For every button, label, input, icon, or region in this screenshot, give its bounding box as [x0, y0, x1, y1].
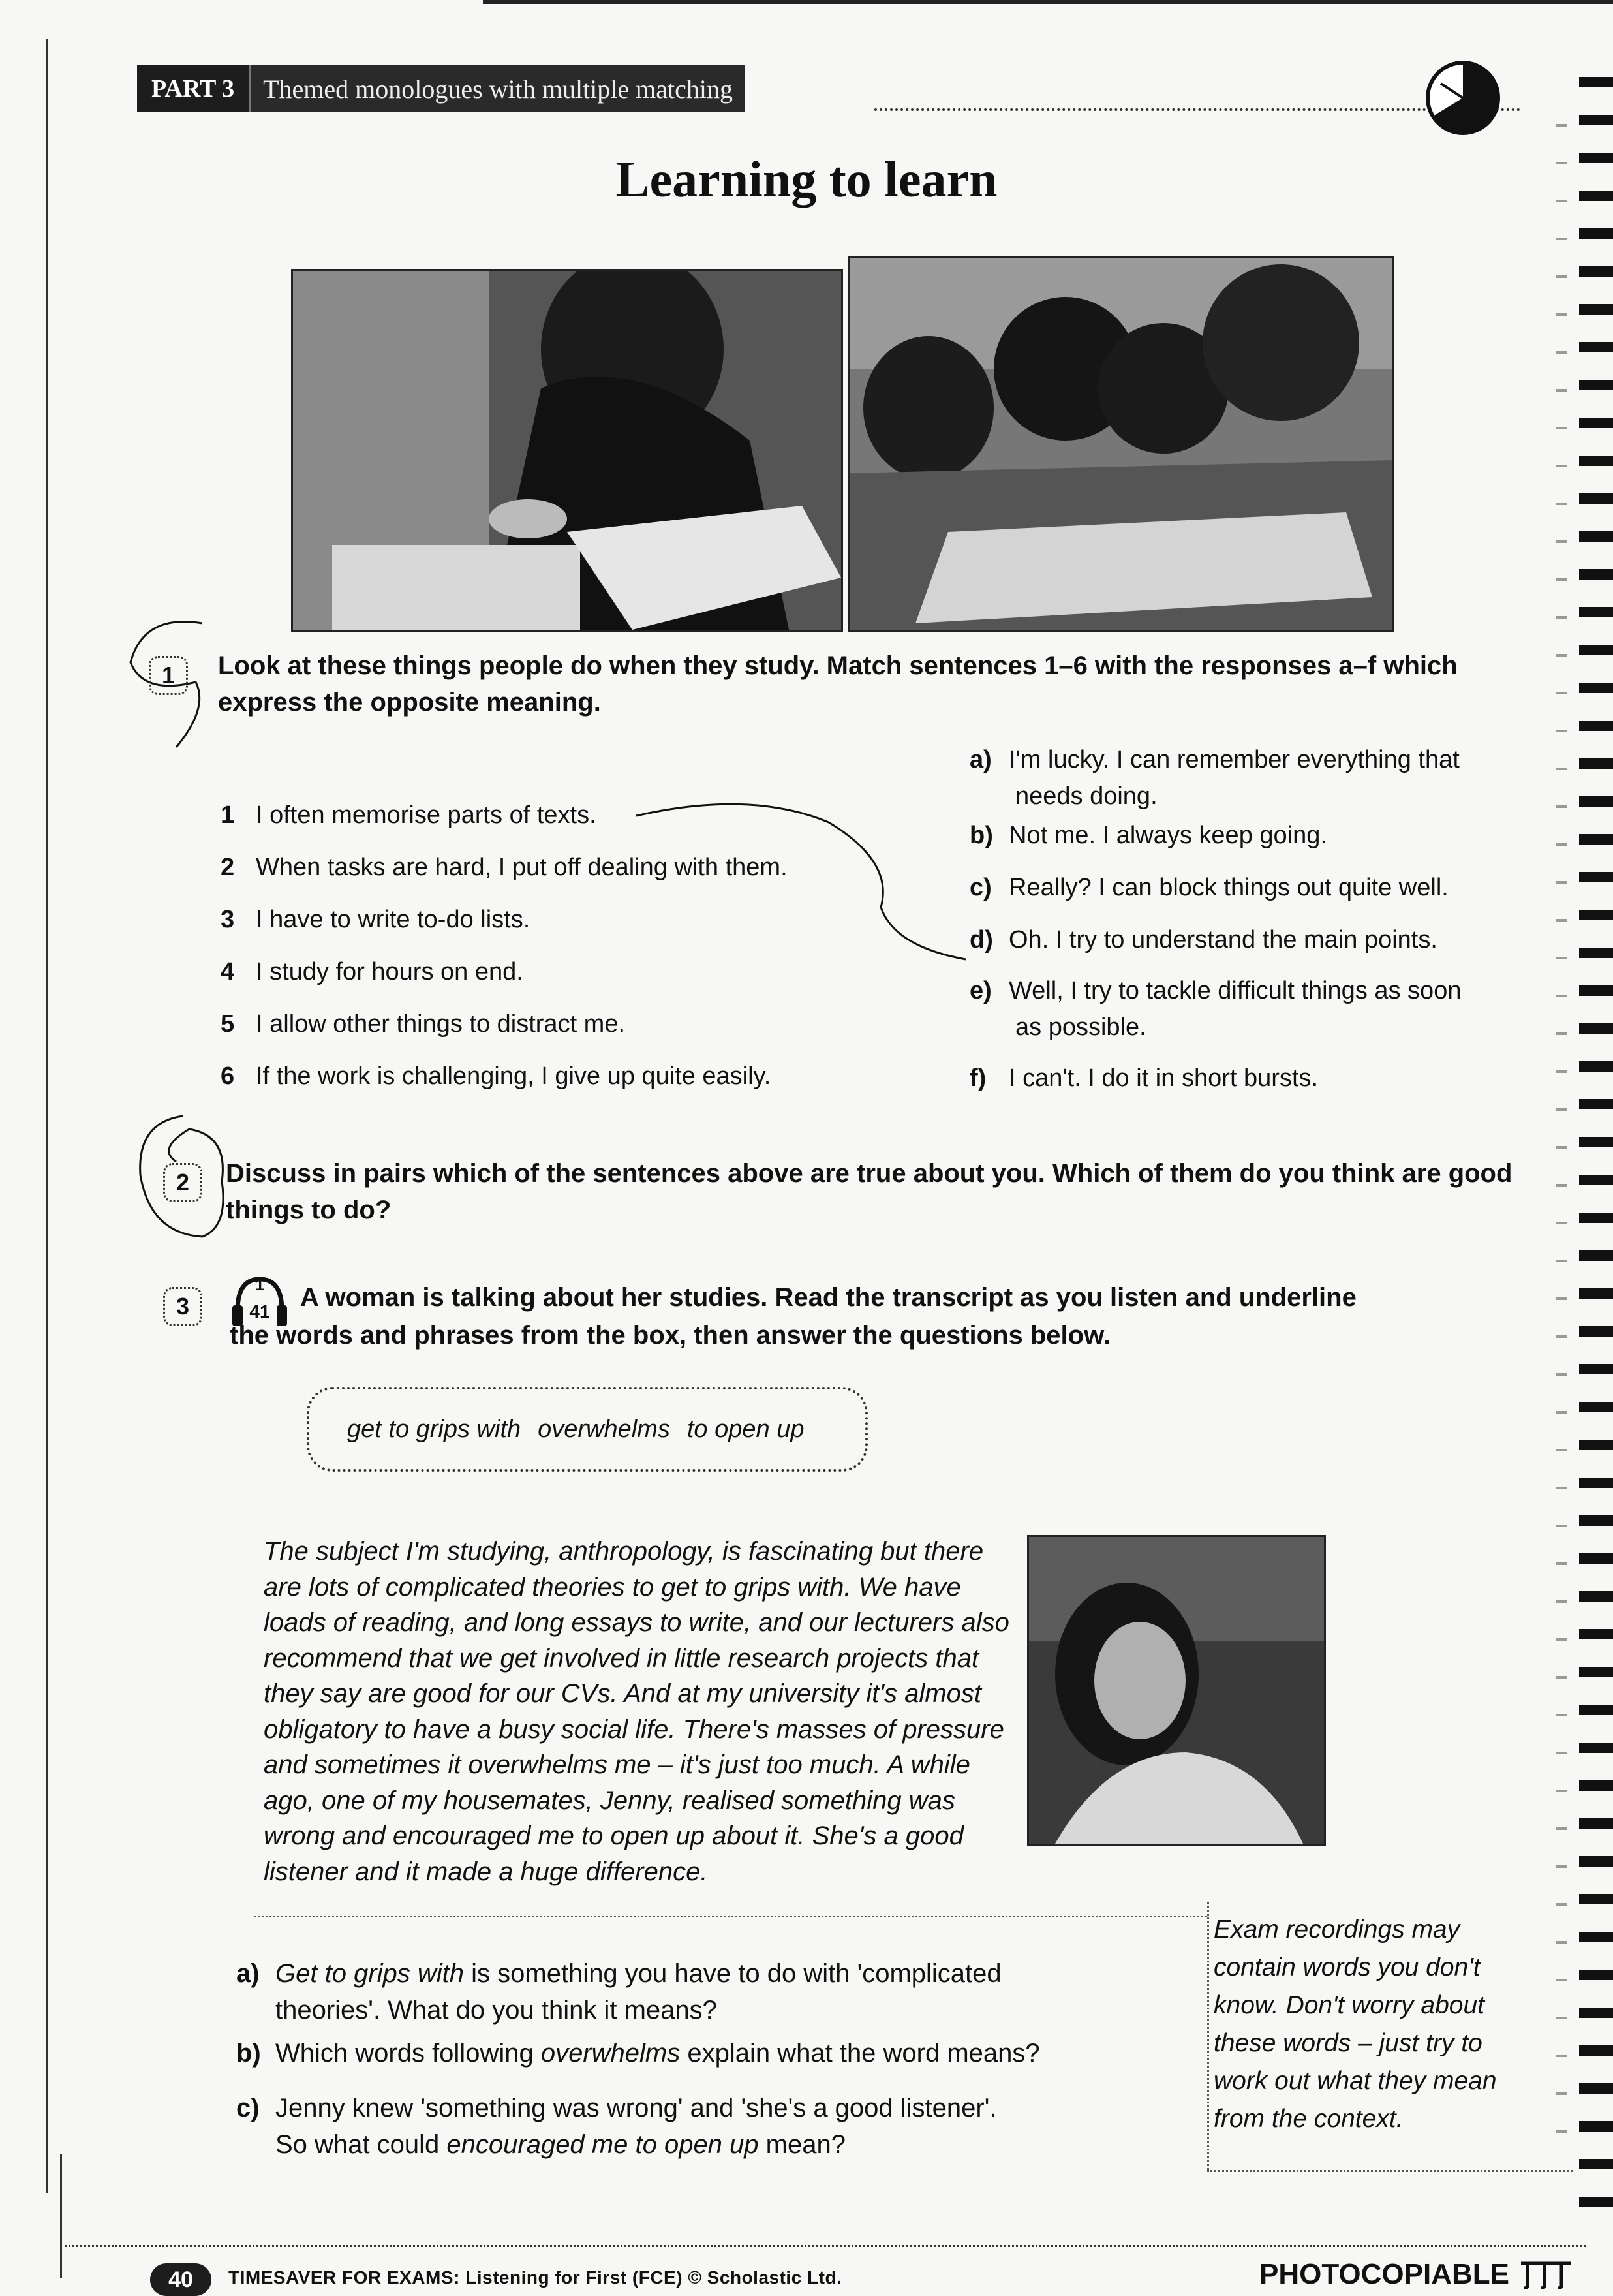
- question-text-cont: theories'. What do you think it means?: [275, 1996, 717, 2025]
- question-letter: c): [236, 2094, 260, 2122]
- spiral-binding: [1579, 59, 1613, 2212]
- response-letter: f): [970, 1064, 987, 1092]
- transcript-line: loads of reading, and long essays to write, and our lecturers also: [264, 1608, 1009, 1637]
- audio-disc-number: 1: [255, 1277, 264, 1294]
- photo-woman-speaker: [1027, 1535, 1326, 1846]
- vocab-word: overwhelms: [538, 1415, 670, 1443]
- transcript-line: The subject I'm studying, anthropology, is fascinating but there: [264, 1537, 984, 1566]
- exercise-1-instruction: [218, 647, 1523, 721]
- photo-student-studying: [291, 269, 843, 632]
- clock-icon: [1422, 57, 1503, 138]
- question-letter: b): [236, 2039, 261, 2068]
- sentence-number: 2: [221, 854, 235, 881]
- question-list: [236, 1955, 1150, 2163]
- sentence-text: I allow other things to distract me.: [256, 1010, 626, 1038]
- response-item: [970, 741, 1544, 817]
- transcript-line: recommend that we get involved in little research projects that: [264, 1643, 979, 1673]
- page-title: Learning to learn: [615, 151, 998, 208]
- question-text: So what could: [275, 2130, 447, 2159]
- transcript: [264, 1534, 1014, 1889]
- exercise-3-instruction-cont: [230, 1317, 1469, 1354]
- response-text-cont: as possible.: [1015, 1014, 1146, 1041]
- tip-line: from the context.: [1214, 2105, 1404, 2133]
- transcript-line: and sometimes it overwhelms me – it's just too much. A while: [264, 1750, 970, 1779]
- transcript-line: ago, one of my housemates, Jenny, realised something was: [264, 1786, 955, 1815]
- sentence-item: [221, 1059, 938, 1111]
- response-item: [970, 817, 1544, 869]
- response-item: [970, 972, 1544, 1060]
- response-letter: a): [970, 746, 992, 773]
- transcript-line: are lots of complicated theories to get to grips with. We have: [264, 1572, 961, 1602]
- response-item: [970, 922, 1544, 972]
- tip-line: know. Don't worry about: [1214, 1991, 1484, 2019]
- question-italic: overwhelms: [540, 2039, 681, 2068]
- transcript-line: obligatory to have a busy social life. There's masses of pressure: [264, 1714, 1004, 1744]
- transcript-line: wrong and encouraged me to open up about it. She's a good: [264, 1822, 964, 1850]
- tip-line: work out what they mean: [1214, 2067, 1497, 2095]
- scan-margin-line: [46, 39, 48, 2193]
- question-text: is something you have to do with 'complicated: [464, 1959, 1002, 1988]
- sentence-text: I have to write to-do lists.: [256, 906, 530, 933]
- exercise-3-instruction: [300, 1279, 1540, 1316]
- sentence-text: I study for hours on end.: [256, 958, 523, 985]
- exercise-1-number: 1: [149, 656, 188, 695]
- tip-line: Exam recordings may: [1214, 1916, 1460, 1944]
- exercise-2-number: 2: [163, 1163, 202, 1202]
- sentence-text: If the work is challenging, I give up quite easily.: [256, 1063, 771, 1090]
- footer-rule: [65, 2245, 1586, 2247]
- response-letter: b): [970, 822, 993, 849]
- part-banner: [137, 65, 745, 112]
- part-title: Themed monologues with multiple matching: [249, 65, 745, 112]
- scan-top-edge: [483, 0, 1613, 4]
- response-letter: d): [970, 926, 993, 954]
- response-text: Oh. I try to understand the main points.: [1009, 926, 1437, 954]
- question-text: mean?: [758, 2130, 846, 2159]
- response-text: I can't. I do it in short bursts.: [1009, 1064, 1319, 1092]
- sentence-number: 1: [221, 801, 235, 829]
- photocopiable-text: PHOTOCOPIABLE: [1259, 2258, 1510, 2290]
- exercise-3-number: 3: [163, 1287, 202, 1326]
- question-text: Which words following: [275, 2039, 541, 2068]
- response-text-cont: needs doing.: [1015, 783, 1158, 810]
- sentence-number: 4: [221, 958, 235, 985]
- exam-tip: [1214, 1911, 1553, 2138]
- question-text: Jenny knew 'something was wrong' and 'she's a good listener'.: [275, 2094, 997, 2122]
- sentence-text: When tasks are hard, I put off dealing with them.: [256, 854, 788, 881]
- response-item: [970, 869, 1544, 922]
- footer-credit: TIMESAVER FOR EXAMS: Listening for First (FCE) © Scholastic Ltd.: [228, 2267, 842, 2288]
- tip-box-border-bottom: [1207, 2170, 1573, 2172]
- exercise-3-instruction-line2: the words and phrases from the box, then answer the questions below.: [230, 1321, 1111, 1350]
- audio-track-number: 41: [249, 1301, 270, 1322]
- tip-line: these words – just try to: [1214, 2029, 1482, 2057]
- photocopiable-label: [1259, 2258, 1573, 2291]
- response-letter: c): [970, 874, 992, 901]
- response-letter: e): [970, 977, 992, 1004]
- exercise-1-instruction-line2: express the opposite meaning.: [218, 688, 601, 717]
- tip-line: contain words you don't: [1214, 1953, 1481, 1981]
- exercise-2-instruction-line2: things to do?: [226, 1196, 392, 1224]
- spiral-binding-holes: [1556, 91, 1567, 2154]
- transcript-line: listener and it made a huge difference.: [264, 1857, 708, 1886]
- sentence-number: 5: [221, 1010, 235, 1038]
- page-number: 40: [150, 2263, 211, 2296]
- handwritten-match-line: [633, 790, 972, 972]
- section-divider: [254, 1916, 1207, 1917]
- sentence-number: 6: [221, 1063, 235, 1090]
- response-text: I'm lucky. I can remember everything that: [1009, 746, 1460, 773]
- response-list: [970, 741, 1544, 1099]
- question-letter: a): [236, 1959, 260, 1988]
- response-text: Really? I can block things out quite well.: [1009, 874, 1449, 901]
- sentence-text: I often memorise parts of texts.: [256, 801, 596, 829]
- vocab-word: get to grips with: [347, 1415, 521, 1443]
- exercise-1-instruction-line1: Look at these things people do when they study. Match sentences 1–6 with the responses a–f which: [218, 651, 1458, 680]
- question-a: [236, 1955, 1150, 2035]
- exercise-2-instruction-line1: Discuss in pairs which of the sentences above are true about you. Which of them do you think are good: [226, 1159, 1513, 1188]
- response-text: Not me. I always keep going.: [1009, 822, 1327, 849]
- scan-margin-line-lower: [60, 2154, 62, 2278]
- transcript-line: they say are good for our CVs. And at my university it's almost: [264, 1679, 981, 1708]
- vocabulary-box: [307, 1387, 868, 1472]
- exercise-3-instruction-line1: A woman is talking about her studies. Read the transcript as you listen and underline: [300, 1283, 1357, 1312]
- tip-box-border: [1207, 1902, 1209, 2170]
- response-text: Well, I try to tackle difficult things as soon: [1009, 977, 1462, 1004]
- photocopy-icon: [1518, 2259, 1573, 2289]
- photo-group-studying: [848, 256, 1394, 632]
- question-italic: encouraged me to open up: [446, 2130, 759, 2159]
- question-italic: Get to grips with: [275, 1959, 465, 1988]
- part-label: PART 3: [137, 65, 249, 112]
- vocab-word: to open up: [686, 1415, 805, 1443]
- exercise-2-instruction: [226, 1155, 1531, 1228]
- response-item: [970, 1060, 1544, 1099]
- question-b: [236, 2035, 1150, 2090]
- sentence-number: 3: [221, 906, 235, 933]
- question-c: [236, 2090, 1150, 2163]
- question-text: explain what the word means?: [680, 2039, 1040, 2068]
- sentence-item: [221, 1006, 938, 1059]
